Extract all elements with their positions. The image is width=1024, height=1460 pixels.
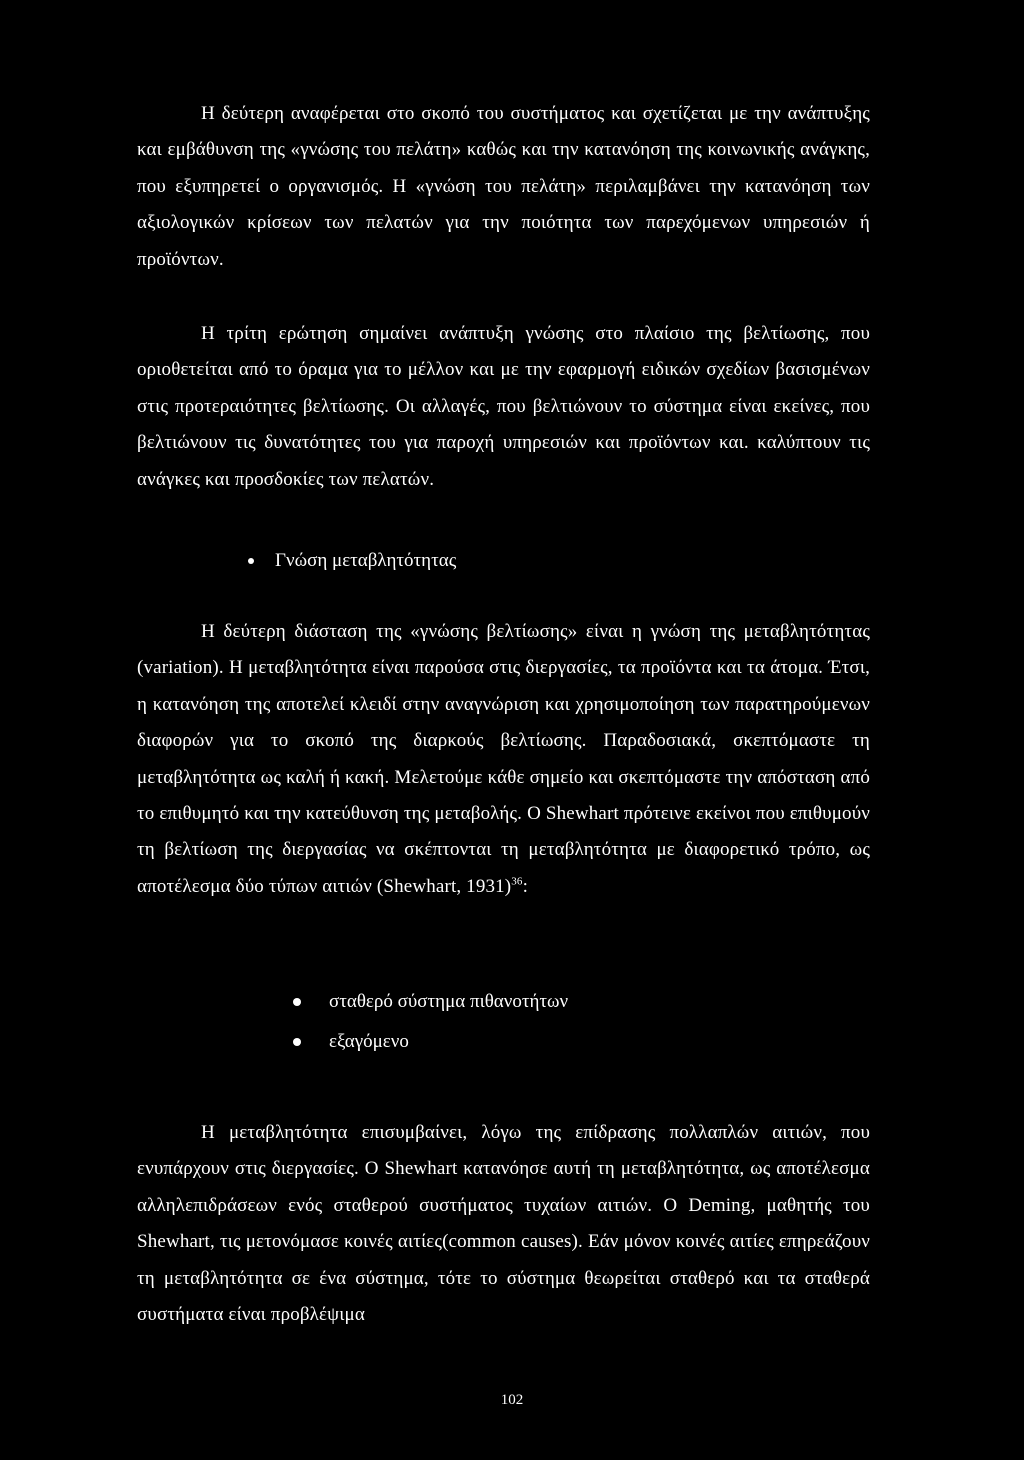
list-item: [293, 984, 568, 1020]
paragraph-improvement-question: [137, 316, 870, 498]
paragraph-customer-knowledge: [137, 96, 870, 278]
section-heading: Γνώση μεταβλητότητας: [275, 550, 457, 571]
paragraph-variation: [137, 614, 870, 905]
bullet-icon: [293, 1038, 301, 1046]
list-item: [293, 1024, 409, 1060]
paragraph-text-tail: :: [522, 875, 529, 897]
list-item-text: σταθερό σύστημα πιθανοτήτων: [329, 991, 569, 1012]
paragraph-text: Η μεταβλητότητα επισυμβαίνει, λόγω της επίδρασης πολλαπλών αιτιών, που ενυπάρχουν στις διεργασίες. Ο Shewhart κατανόησε αυτή τη μεταβλητότητα, ως αποτέλεσμα αλληλεπιδράσεων ενός σταθερού συστήματος τυχαίων αιτιών. Ο Deming, μαθητής του Shewhart, τις μετονόμασε κοινές αιτίες(common causes). Εάν μόνον κοινές αιτίες επηρεάζουν τη μεταβλητότητα σε ένα σύστημα, τότε το σύστημα θεωρείται σταθερό και τα σταθερά συστήματα είναι προβλέψιμα: [137, 1122, 870, 1326]
list-item-text: εξαγόμενο: [329, 1031, 409, 1052]
paragraph-text: Η τρίτη ερώτηση σημαίνει ανάπτυξη γνώσης στο πλαίσιο της βελτίωσης, που οριοθετείται από το όραμα για το μέλλον και με την εφαρμογή ειδικών σχεδίων βασισμένων στις προτεραιότητες βελτίωσης. Οι αλλαγές, που βελτιώνουν το σύστημα είναι εκείνες, που βελτιώνουν τις δυνατότητες του για παροχή υπηρεσιών και προϊόντων και. καλύπτουν τις ανάγκες και προσδοκίες των πελατών.: [137, 323, 870, 490]
bullet-icon: [293, 998, 301, 1006]
page-number: 102: [500, 1392, 524, 1408]
paragraph-text: Η δεύτερη αναφέρεται στο σκοπό του συστήματος και σχετίζεται με την ανάπτυξης και εμβάθυνση της «γνώσης του πελάτη» καθώς και την κατανόηση της κοινωνικής ανάγκης, που εξυπηρετεί ο οργανισμός. Η «γνώση του πελάτη» περιλαμβάνει την κατανόηση των αξιολογικών κρίσεων των πελατών για την ποιότητα των παρεχόμενων υπηρεσιών ή προϊόντων.: [137, 103, 870, 270]
footnote-marker: 36: [511, 875, 523, 888]
paragraph-common-causes: [137, 1115, 870, 1333]
bullet-icon: [248, 558, 254, 564]
bullet-heading-variation: [248, 543, 456, 579]
paragraph-text: Η δεύτερη διάσταση της «γνώσης βελτίωσης» είναι η γνώση της μεταβλητότητας (variation). Η μεταβλητότητα είναι παρούσα στις διεργασίες, τα προϊόντα και τα άτομα. Έτσι, η κατανόηση της αποτελεί κλειδί στην αναγνώριση και χρησιμοποίηση των παρατηρούμενων διαφορών για το σκοπό της διαρκούς βελτίωσης. Παραδοσιακά, σκεπτόμαστε τη μεταβλητότητα ως καλή ή κακή. Μελετούμε κάθε σημείο και σκεπτόμαστε την απόσταση από το επιθυμητό και την κατεύθυνση της μεταβολής. Ο Shewhart πρότεινε εκείνοι που επιθυμούν τη βελτίωση της διεργασίας να σκέπτονται τη μεταβλητότητα με διαφορετικό τρόπο, ως αποτέλεσμα δύο τύπων αιτιών (Shewhart, 1931): [137, 621, 870, 897]
